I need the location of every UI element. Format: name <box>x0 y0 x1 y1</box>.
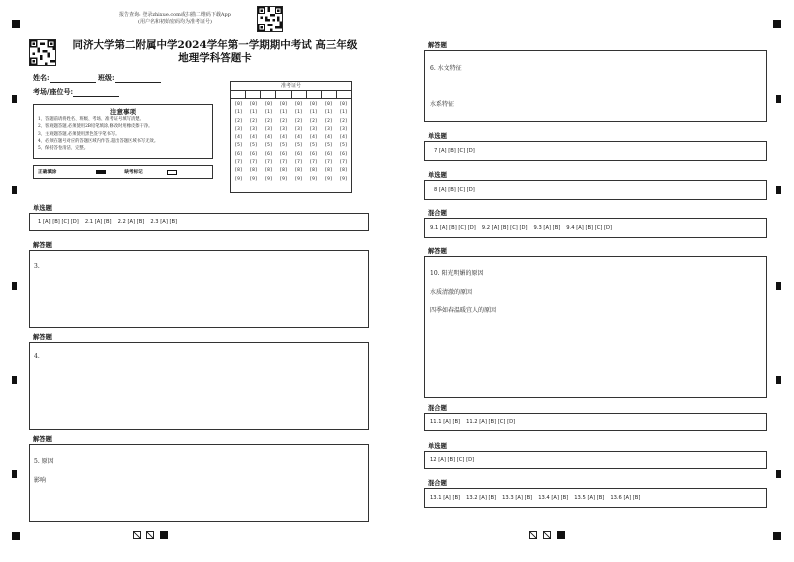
timing-mark <box>12 186 17 194</box>
choice-row <box>430 225 618 231</box>
sub-prompt: 四季如春温暖宜人的原因 <box>430 307 497 314</box>
exam-number-bubble[interactable]: [4] <box>249 135 258 141</box>
exam-number-cell[interactable] <box>307 91 322 98</box>
choice-item[interactable]: 1 [A] [B] [C] [D] <box>38 219 79 225</box>
section-label: 解答题 <box>33 436 52 443</box>
section-label: 单选题 <box>33 205 52 212</box>
exam-number-bubble[interactable]: [0] <box>324 102 333 107</box>
section-label: 单选题 <box>428 443 447 450</box>
name-label: 姓名: <box>33 73 50 82</box>
exam-number-bubble[interactable]: [3] <box>279 126 288 132</box>
exam-number-bubble[interactable]: [0] <box>294 102 303 107</box>
choice-item[interactable]: 13.5 [A] [B] <box>574 495 605 501</box>
exam-number-bubble[interactable]: [5] <box>339 143 348 149</box>
exam-number-bubble[interactable]: [8] <box>279 168 288 174</box>
exam-number-bubble[interactable]: [0] <box>339 102 348 107</box>
exam-number-column <box>306 101 321 184</box>
exam-number-bubble[interactable]: [6] <box>324 151 333 157</box>
exam-number-bubble[interactable]: [7] <box>294 160 303 166</box>
class-label: 班级: <box>98 73 115 82</box>
exam-number-column <box>261 101 276 184</box>
notice-item: 2、客观题答题,必须使用2B铅笔填涂,修改时用橡皮擦干净。 <box>38 124 153 130</box>
exam-number-cell[interactable] <box>261 91 276 98</box>
report-query-note <box>100 12 250 26</box>
choice-row <box>38 219 183 225</box>
corner-mark-bottom-right <box>773 532 781 540</box>
section-label: 单选题 <box>428 133 447 140</box>
seat-label: 考场/座位号: <box>33 87 74 96</box>
correct-fill-sample <box>96 170 106 174</box>
timing-mark <box>776 186 781 194</box>
exam-number-bubble[interactable]: [5] <box>264 143 273 149</box>
answer-box-q10[interactable] <box>424 256 767 398</box>
exam-number-bubble[interactable]: [7] <box>249 160 258 166</box>
question-number: 3. <box>34 263 40 270</box>
missing-mark-box[interactable] <box>167 170 177 175</box>
exam-number-column <box>231 101 246 184</box>
exam-number-bubble[interactable]: [6] <box>234 151 243 157</box>
answer-box-q3[interactable] <box>29 250 369 328</box>
exam-number-bubble[interactable]: [8] <box>309 168 318 174</box>
page-id-box <box>133 531 141 539</box>
exam-number-bubble[interactable]: [2] <box>249 118 258 124</box>
exam-number-bubble-columns <box>231 99 351 184</box>
answer-sheet-title <box>60 39 370 65</box>
exam-number-bubble[interactable]: [9] <box>249 176 258 182</box>
question-number: 4. <box>34 353 40 360</box>
choice-row <box>434 187 481 193</box>
exam-number-bubble[interactable]: [2] <box>234 118 243 124</box>
app-download-qr-code <box>257 6 283 32</box>
exam-number-bubble[interactable]: [0] <box>279 102 288 107</box>
exam-number-bubble[interactable]: [2] <box>324 118 333 124</box>
exam-number-bubble[interactable]: [1] <box>324 110 333 116</box>
exam-number-bubble[interactable]: [6] <box>279 151 288 157</box>
exam-number-bubble[interactable]: [1] <box>264 110 273 116</box>
exam-number-bubble[interactable]: [5] <box>234 143 243 149</box>
exam-number-bubble[interactable]: [8] <box>294 168 303 174</box>
choice-item[interactable]: 13.1 [A] [B] <box>430 495 461 501</box>
exam-number-cell[interactable] <box>246 91 261 98</box>
notice-item: 1、答题前请将姓名、班级、考场、准考证号填写清楚。 <box>38 117 144 122</box>
exam-number-bubble[interactable]: [0] <box>264 102 273 107</box>
exam-number-bubble[interactable]: [2] <box>264 118 273 124</box>
exam-number-bubble[interactable]: [2] <box>279 118 288 124</box>
exam-number-bubble[interactable]: [3] <box>294 126 303 132</box>
exam-number-bubble[interactable]: [8] <box>249 168 258 174</box>
class-field[interactable] <box>115 75 161 83</box>
page-id-box <box>529 531 537 539</box>
timing-mark <box>776 376 781 384</box>
exam-number-bubble[interactable]: [1] <box>249 110 258 116</box>
timing-mark <box>12 95 17 103</box>
exam-number-bubble[interactable]: [1] <box>234 110 243 116</box>
section-label: 解答题 <box>33 334 52 341</box>
exam-number-bubble[interactable]: [5] <box>324 143 333 149</box>
exam-number-bubble[interactable]: [5] <box>279 143 288 149</box>
exam-number-cell[interactable] <box>276 91 291 98</box>
answer-box-q4[interactable] <box>29 342 369 430</box>
section-label: 单选题 <box>428 172 447 179</box>
exam-number-bubble[interactable]: [4] <box>324 135 333 141</box>
choice-item[interactable]: 7 [A] [B] [C] [D] <box>434 148 475 154</box>
choice-item[interactable]: 13.2 [A] [B] <box>466 495 497 501</box>
corner-mark-bottom-left <box>12 532 20 540</box>
exam-number-cell[interactable] <box>337 91 351 98</box>
exam-number-bubble[interactable]: [0] <box>234 102 243 107</box>
exam-number-bubble[interactable]: [0] <box>309 102 318 107</box>
exam-number-bubble[interactable]: [6] <box>249 151 258 157</box>
choice-row <box>430 419 521 425</box>
choice-item[interactable]: 13.4 [A] [B] <box>538 495 569 501</box>
timing-mark <box>12 376 17 384</box>
timing-mark <box>12 470 17 478</box>
report-query-line1: 报告查询: 登录zhixue.com或扫描二维码下载App <box>119 12 231 18</box>
name-field[interactable] <box>50 75 96 83</box>
title-line-2: 地理学科答题卡 <box>178 52 252 64</box>
exam-number-bubble[interactable]: [5] <box>309 143 318 149</box>
exam-number-bubble[interactable]: [8] <box>234 168 243 174</box>
choice-item[interactable]: 11.1 [A] [B] <box>430 419 461 425</box>
notice-item: 4、必须在题号对应的答题区域内作答,超出答题区域书写无效。 <box>38 138 159 144</box>
exam-number-cell[interactable] <box>231 91 246 98</box>
exam-number-bubble[interactable]: [7] <box>324 160 333 166</box>
choice-row <box>430 457 480 463</box>
exam-number-column <box>276 101 291 184</box>
exam-number-bubble[interactable]: [6] <box>294 151 303 157</box>
title-line-1: 同济大学第二附属中学2024学年第一学期期中考试 高三年级 <box>72 39 358 51</box>
choice-item[interactable]: 2.2 [A] [B] <box>117 219 145 225</box>
report-query-line2: (用户名和初始密码均为准考证号) <box>138 19 212 25</box>
exam-number-bubble[interactable]: [2] <box>339 118 348 124</box>
choice-item[interactable]: 13.3 [A] [B] <box>502 495 533 501</box>
exam-number-bubble[interactable]: [7] <box>339 160 348 166</box>
section-label: 解答题 <box>428 248 447 255</box>
exam-number-bubble[interactable]: [4] <box>264 135 273 141</box>
page-id-box <box>146 531 154 539</box>
exam-number-bubble[interactable]: [7] <box>234 160 243 166</box>
exam-number-bubble[interactable]: [9] <box>264 176 273 182</box>
exam-number-bubble[interactable]: [5] <box>294 143 303 149</box>
exam-number-bubble[interactable]: [1] <box>279 110 288 116</box>
question-prompt: 6. 水文特征 <box>430 65 462 72</box>
exam-number-bubble[interactable]: [3] <box>234 126 243 132</box>
exam-number-write-cells <box>231 91 351 99</box>
exam-number-bubble[interactable]: [1] <box>309 110 318 116</box>
exam-number-bubble[interactable]: [3] <box>249 126 258 132</box>
notice-box <box>33 104 213 159</box>
sub-prompt: 水质清澈的原因 <box>430 289 473 296</box>
correct-fill-label: 正确填涂 <box>38 170 57 175</box>
exam-number-bubble[interactable]: [4] <box>279 135 288 141</box>
page-id-filled <box>160 531 168 539</box>
sub-prompt: 水系特征 <box>430 101 455 108</box>
timing-mark <box>12 282 17 290</box>
exam-number-bubble[interactable]: [6] <box>339 151 348 157</box>
exam-number-bubble[interactable]: [3] <box>309 126 318 132</box>
fill-legend <box>33 165 213 179</box>
choice-item[interactable]: 8 [A] [B] [C] [D] <box>434 187 475 193</box>
exam-number-bubble[interactable]: [6] <box>264 151 273 157</box>
exam-number-bubble[interactable]: [4] <box>309 135 318 141</box>
exam-number-bubble[interactable]: [9] <box>339 176 348 182</box>
section-label: 解答题 <box>33 242 52 249</box>
exam-number-bubble[interactable]: [1] <box>294 110 303 116</box>
timing-mark <box>776 470 781 478</box>
exam-number-bubble[interactable]: [9] <box>309 176 318 182</box>
exam-number-bubble[interactable]: [8] <box>339 168 348 174</box>
exam-number-bubble[interactable]: [0] <box>249 102 258 107</box>
choice-item[interactable]: 13.6 [A] [B] <box>610 495 641 501</box>
section-label: 混合题 <box>428 480 447 487</box>
exam-number-bubble[interactable]: [8] <box>324 168 333 174</box>
choice-item[interactable]: 9.1 [A] [B] [C] [D] <box>430 225 476 231</box>
exam-number-bubble[interactable]: [9] <box>234 176 243 182</box>
exam-number-bubble[interactable]: [6] <box>309 151 318 157</box>
exam-number-bubble[interactable]: [7] <box>264 160 273 166</box>
timing-mark <box>776 282 781 290</box>
exam-number-bubble[interactable]: [5] <box>249 143 258 149</box>
name-class-row <box>33 73 161 83</box>
exam-number-grid <box>230 81 352 193</box>
exam-number-bubble[interactable]: [9] <box>324 176 333 182</box>
notice-item: 3、主观题答题,必须使用黑色签字笔书写。 <box>38 131 120 137</box>
corner-mark-top-right <box>773 20 781 28</box>
choice-item[interactable]: 12 [A] [B] [C] [D] <box>430 457 475 463</box>
sub-prompt: 影响 <box>34 477 47 484</box>
notice-item: 5、保持答卷清洁、完整。 <box>38 146 88 152</box>
section-label: 混合题 <box>428 405 447 412</box>
page-id-box <box>543 531 551 539</box>
exam-number-bubble[interactable]: [1] <box>339 110 348 116</box>
question-prompt: 5. 原因 <box>34 458 54 465</box>
choice-item[interactable]: 9.4 [A] [B] [C] [D] <box>566 225 613 231</box>
seat-field[interactable] <box>73 89 119 97</box>
seat-row <box>33 87 119 97</box>
exam-number-column <box>246 101 261 184</box>
section-label: 解答题 <box>428 42 447 49</box>
exam-number-bubble[interactable]: [7] <box>279 160 288 166</box>
exam-number-bubble[interactable]: [2] <box>309 118 318 124</box>
exam-number-bubble[interactable]: [4] <box>234 135 243 141</box>
notice-title: 注意事项 <box>110 108 136 116</box>
choice-row <box>430 495 646 501</box>
choice-row <box>434 148 481 154</box>
exam-number-bubble[interactable]: [3] <box>264 126 273 132</box>
choice-item[interactable]: 2.3 [A] [B] <box>150 219 178 225</box>
page-id-filled <box>557 531 565 539</box>
exam-number-bubble[interactable]: [9] <box>279 176 288 182</box>
exam-number-bubble[interactable]: [8] <box>264 168 273 174</box>
answer-sheet-qr-code <box>29 39 56 66</box>
exam-number-bubble[interactable]: [3] <box>324 126 333 132</box>
choice-item[interactable]: 9.3 [A] [B] <box>533 225 561 231</box>
missing-mark-label: 缺考标记 <box>124 170 143 175</box>
exam-number-cell[interactable] <box>322 91 337 98</box>
corner-mark-top-left <box>12 20 20 28</box>
timing-mark <box>776 95 781 103</box>
choice-item[interactable]: 11.2 [A] [B] [C] [D] <box>466 419 516 425</box>
answer-box-q6[interactable] <box>424 50 767 122</box>
exam-number-bubble[interactable]: [7] <box>309 160 318 166</box>
answer-box-q5[interactable] <box>29 444 369 522</box>
exam-number-column <box>291 101 306 184</box>
exam-number-cell[interactable] <box>292 91 307 98</box>
exam-number-bubble[interactable]: [4] <box>339 135 348 141</box>
section-label: 混合题 <box>428 210 447 217</box>
exam-number-bubble[interactable]: [9] <box>294 176 303 182</box>
exam-number-column <box>336 101 351 184</box>
exam-number-bubble[interactable]: [4] <box>294 135 303 141</box>
exam-number-bubble[interactable]: [3] <box>339 126 348 132</box>
exam-number-label: 准考证号 <box>231 82 351 91</box>
exam-number-bubble[interactable]: [2] <box>294 118 303 124</box>
choice-item[interactable]: 2.1 [A] [B] <box>84 219 112 225</box>
choice-item[interactable]: 9.2 [A] [B] [C] [D] <box>481 225 528 231</box>
exam-number-column <box>321 101 336 184</box>
question-prompt: 10. 阳光明媚的原因 <box>430 270 484 277</box>
